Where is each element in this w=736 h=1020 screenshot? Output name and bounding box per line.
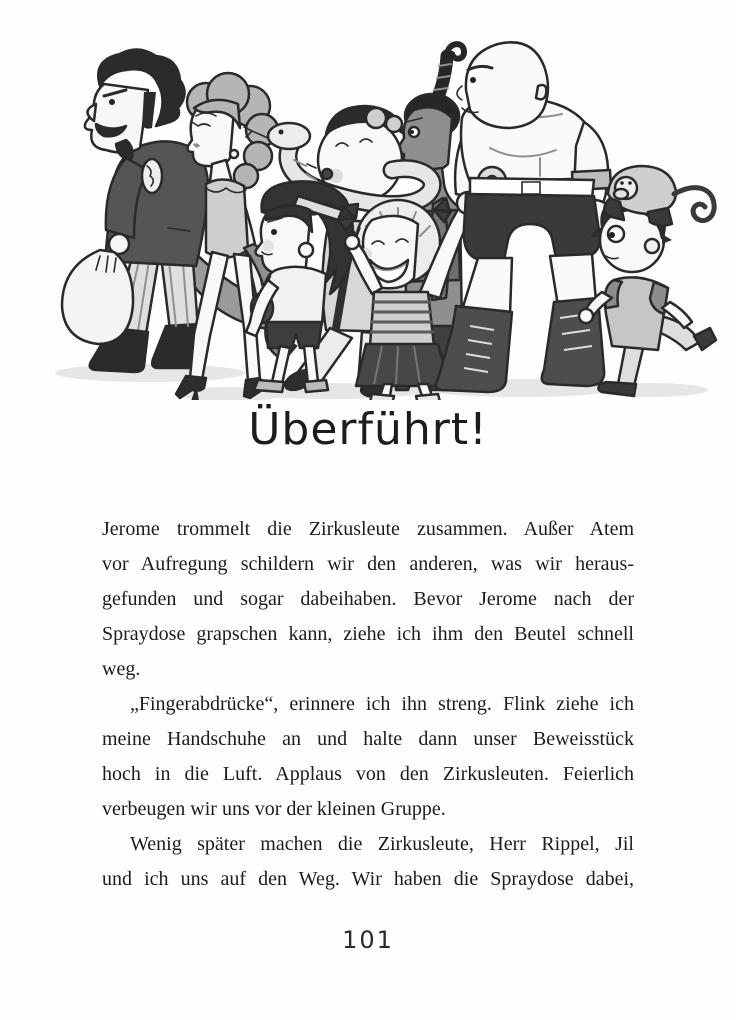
page-number: 101 — [342, 926, 394, 954]
text-line: Spraydose grapschen kann, ziehe ich ihm den Beutel schnell — [102, 623, 634, 645]
body-text — [102, 512, 634, 897]
text-line: und ich uns auf den Weg. Wir haben die Spraydose dabei, — [102, 868, 634, 890]
text-line: weg. — [102, 658, 141, 680]
text-line: „Fingerabdrücke“, erinnere ich ihn streng. Flink ziehe ich — [130, 693, 634, 715]
paragraph — [102, 687, 634, 827]
chapter-title: Überführt! — [248, 404, 488, 455]
text-line: vor Aufregung schildern wir den anderen, was wir heraus- — [102, 553, 634, 575]
text-line: Jerome trommelt die Zirkusleute zusammen. Außer Atem — [102, 518, 634, 540]
text-line: meine Handschuhe an und halte dann unser Beweisstück — [102, 728, 634, 750]
text-line: verbeugen wir uns vor der kleinen Gruppe. — [102, 798, 446, 820]
paragraph — [102, 512, 634, 687]
text-line: gefunden und sogar dabeihaben. Bevor Jerome nach der — [102, 588, 634, 610]
paragraph — [102, 827, 634, 897]
circus-parade-drawing — [0, 16, 736, 400]
text-line: Wenig später machen die Zirkusleute, Herr Rippel, Jil — [130, 833, 634, 855]
text-line: hoch in die Luft. Applaus von den Zirkusleuten. Feierlich — [102, 763, 634, 785]
circus-parade-illustration — [0, 16, 736, 400]
